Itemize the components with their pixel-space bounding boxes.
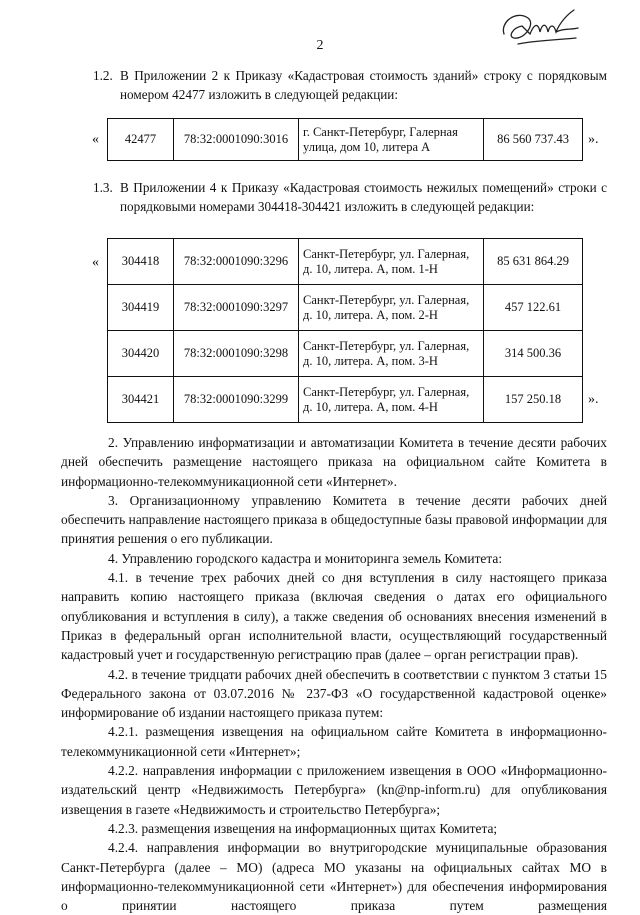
paragraph-4-2-1: 4.2.1. размещения извещения на официальном сайте Комитета в информационно-телекоммуникационной сети «Интернет»; bbox=[61, 724, 607, 759]
close-quote: ». bbox=[588, 132, 599, 147]
table-row bbox=[108, 285, 583, 331]
cell-address: Санкт-Петербург, ул. Галерная, д. 10, литера. А, пом. 2-Н bbox=[299, 285, 484, 331]
clause-number: 1.3. bbox=[93, 180, 113, 195]
open-quote: « bbox=[92, 132, 99, 147]
table-row bbox=[108, 119, 583, 161]
cell-seq: 304418 bbox=[108, 239, 174, 285]
paragraph-4-2-4: 4.2.4. направления информации во внутригородские муниципальные образования Санкт-Петербурга (далее – МО) (адреса МО указаны на официальных сайтах МО в информационно-телекоммуникационной сети «Интернет») для обеспечения информирования о принятии настоящего приказа путем размещения bbox=[61, 840, 607, 914]
paragraph-4-1: 4.1. в течение трех рабочих дней со дня вступления в силу настоящего приказа направить копию настоящего приказа (включая сведения о датах его официального опубликования и вступления в силу), а также сведения об основаниях внесения изменений в Приказ в федеральный орган исполнительной власти, осуществляющий государственный кадастровый учет и государственную регистрацию прав (далее – орган регистрации прав). bbox=[61, 570, 607, 663]
cell-seq: 42477 bbox=[108, 119, 174, 161]
page-number: 2 bbox=[316, 38, 324, 53]
buildings-table bbox=[107, 118, 583, 161]
cell-address: г. Санкт-Петербург, Галерная улица, дом 10, литера А bbox=[299, 119, 484, 161]
cell-value: 85 631 864.29 bbox=[484, 239, 583, 285]
cell-cadastral: 78:32:0001090:3296 bbox=[174, 239, 299, 285]
table-row bbox=[108, 377, 583, 423]
cell-seq: 304420 bbox=[108, 331, 174, 377]
paragraph-3: 3. Организационному управлению Комитета в течение десяти рабочих дней обеспечить направление настоящего приказа в общедоступные базы правовой информации для принятия решения о его публикации. bbox=[61, 492, 607, 547]
paragraph-2: 2. Управлению информатизации и автоматизации Комитета в течение десяти рабочих дней обеспечить размещение настоящего приказа на официальном сайте Комитета в информационно-телекоммуникационной сети «Интернет». bbox=[61, 435, 607, 489]
clause-text: В Приложении 4 к Приказу «Кадастровая стоимость нежилых помещений» строки с порядковыми номерами 304418-304421 изложить в следующей редакции: bbox=[120, 180, 607, 214]
clause-number: 1.2. bbox=[93, 68, 113, 83]
cell-address: Санкт-Петербург, ул. Галерная, д. 10, литера. А, пом. 1-Н bbox=[299, 239, 484, 285]
cell-cadastral: 78:32:0001090:3298 bbox=[174, 331, 299, 377]
paragraph-4-2-3: 4.2.3. размещения извещения на информационных щитах Комитета; bbox=[108, 820, 498, 836]
cell-seq: 304419 bbox=[108, 285, 174, 331]
clause-1-2 bbox=[93, 66, 607, 104]
cell-value: 157 250.18 bbox=[484, 377, 583, 423]
table-row bbox=[108, 331, 583, 377]
close-quote: ». bbox=[588, 392, 599, 407]
paragraph-4-2-2: 4.2.2. направления информации с приложением извещения в ООО «Информационно-издательский центр «Недвижимость Петербурга» (kn@np-inform.ru) для опубликования извещения в газете «Недвижимость и строительство Петербурга»; bbox=[61, 763, 607, 817]
cell-seq: 304421 bbox=[108, 377, 174, 423]
cell-address: Санкт-Петербург, ул. Галерная, д. 10, литера. А, пом. 3-Н bbox=[299, 331, 484, 377]
clause-text: В Приложении 2 к Приказу «Кадастровая стоимость зданий» строку с порядковым номером 42477 изложить в следующей редакции: bbox=[120, 68, 607, 102]
cell-value: 457 122.61 bbox=[484, 285, 583, 331]
paragraph-4: 4. Управлению городского кадастра и мониторинга земель Комитета: bbox=[108, 550, 503, 566]
cell-cadastral: 78:32:0001090:3299 bbox=[174, 377, 299, 423]
cell-value: 86 560 737.43 bbox=[484, 119, 583, 161]
cell-cadastral: 78:32:0001090:3016 bbox=[174, 119, 299, 161]
table-row bbox=[108, 239, 583, 285]
body-text bbox=[61, 433, 607, 915]
cell-value: 314 500.36 bbox=[484, 331, 583, 377]
cell-address: Санкт-Петербург, ул. Галерная, д. 10, литера. А, пом. 4-Н bbox=[299, 377, 484, 423]
paragraph-4-2: 4.2. в течение тридцати рабочих дней обеспечить в соответствии с пунктом 3 статьи 15 Федерального закона от 03.07.2016 № 237-ФЗ «О государственной кадастровой оценке» информирование об издании настоящего приказа путем: bbox=[61, 666, 607, 721]
open-quote: « bbox=[92, 255, 99, 270]
premises-table bbox=[107, 238, 583, 423]
clause-1-3 bbox=[93, 178, 607, 216]
cell-cadastral: 78:32:0001090:3297 bbox=[174, 285, 299, 331]
